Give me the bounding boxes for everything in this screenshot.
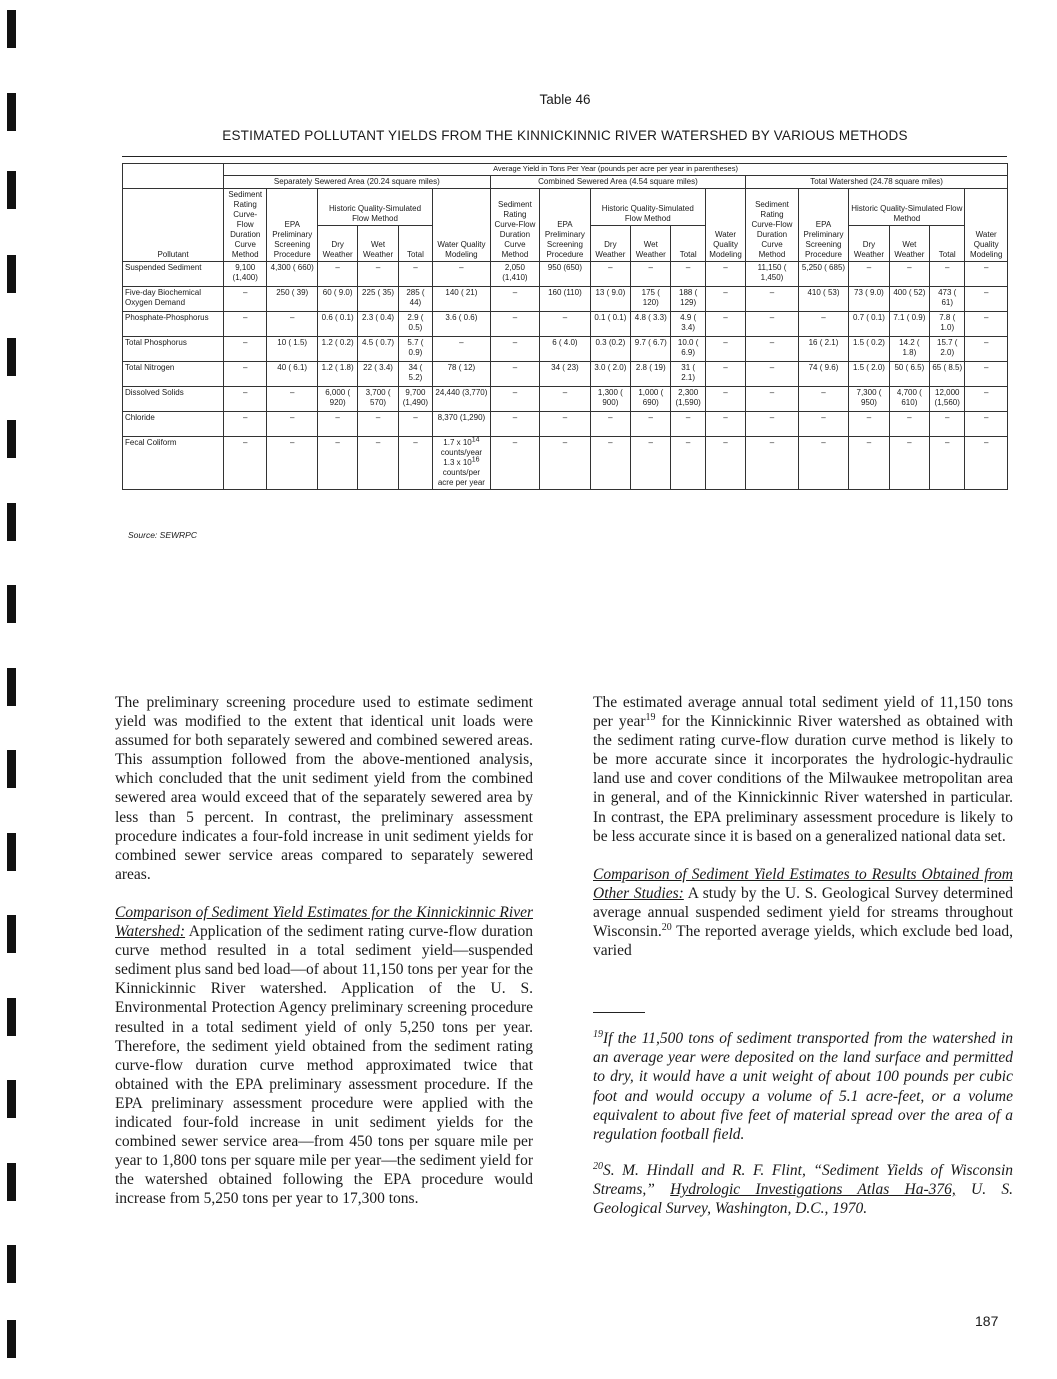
table-cell: – [705,312,745,337]
section-heading: Comparison of Sediment Yield Estimates for the Kinnickinnic River Watershed: [115,903,533,941]
table-cell: 4.8 ( 3.3) [631,312,671,337]
footnote-text: U. S. Geological Survey, Washington, D.C., 1970. [593,1180,1013,1217]
table-cell: 12,000 (1,560) [930,387,965,412]
table-source: Source: SEWRPC [128,530,197,540]
table-cell: 34 ( 5.2) [398,362,432,387]
table-cell: 1.2 ( 0.2) [317,337,357,362]
group-header-total-watershed: Total Watershed (24.78 square miles) [746,176,1008,189]
table-cell: 65 ( 8.5) [930,362,965,387]
table-cell: 400 ( 52) [889,287,929,312]
table-cell: – [746,287,799,312]
table-cell: – [631,262,671,287]
table-cell: 1.5 ( 2.0) [849,362,889,387]
pollutant-yield-table [122,163,1008,490]
table-row [123,412,1008,437]
registration-mark [7,255,16,293]
table-cell: 188 ( 129) [671,287,705,312]
table-cell: 3.6 ( 0.6) [433,312,491,337]
table-cell: – [705,287,745,312]
table-cell: 1.5 ( 0.2) [849,337,889,362]
table-cell: – [705,437,745,490]
table-cell: – [849,262,889,287]
cell-text: counts/year [440,448,483,457]
table-row [123,387,1008,412]
cell-text: counts/per [442,468,481,477]
table-cell: – [746,312,799,337]
table-cell: 7.8 ( 1.0) [930,312,965,337]
table-cell: – [490,387,539,412]
table-cell: 78 ( 12) [433,362,491,387]
table-row [123,337,1008,362]
table-cell: – [705,262,745,287]
registration-mark [7,171,16,209]
table-cell: – [965,362,1008,387]
table-cell: – [631,437,671,490]
paragraph [593,865,1013,960]
section-heading: Comparison of Sediment Yield Estimates to Results Obtained from Other Studies: [593,865,1013,902]
fecal-coliform-wq-cell [433,437,491,490]
table-cell: – [671,412,705,437]
table-caption: Average Yield in Tons Per Year (pounds per acre per year in parentheses) [224,164,1008,176]
table-cell: – [965,437,1008,490]
table-cell: 410 ( 53) [798,287,849,312]
table-cell: – [965,337,1008,362]
table-cell: – [433,337,491,362]
table-cell: – [798,387,849,412]
table-cell: 11,150 ( 1,450) [746,262,799,287]
table-cell: 4.9 ( 3.4) [671,312,705,337]
table-cell: – [746,412,799,437]
table-cell: 950 (650) [540,262,591,287]
table-cell: 7.1 ( 0.9) [889,312,929,337]
table-cell: – [798,312,849,337]
paragraph-body: Application of the sediment rating curve-flow duration curve method resulted in a total sediment yield—suspended sediment plus sand bed load—of about 11,150 tons per year for the Kinnickinnic River watershed. Application of the U. S. Environmental Protection Agency preliminary screening procedure resulted in a total sediment yield of only 5,250 tons per year. Therefore, the sediment yield obtained from the sediment rating curve-flow duration curve method approximated twice that obtained with the EPA preliminary assessment procedure. If the EPA preliminary assessment procedure were applied with the indicated four-fold increase in unit sediment yields for the combined sewer service area—from 450 tons per square mile per year to 1,800 tons per square mile per year—the sediment yield for the watershed obtained following the EPA procedure would increase from 5,250 tons per year to 17,300 tons. [115,923,533,1208]
table-cell: 24,440 (3,770) [433,387,491,412]
pollutant-name-cell: Five-day Biochemical Oxygen Demand [123,287,224,312]
table-cell: – [705,337,745,362]
table-cell: – [965,412,1008,437]
total-header: Total [930,225,965,262]
table-cell: – [849,437,889,490]
registration-mark [7,668,16,706]
table-cell: 9,100 (1,400) [224,262,267,287]
table-cell: 175 ( 120) [631,287,671,312]
table-cell: 50 ( 6.5) [889,362,929,387]
footnote-number: 20 [593,1160,603,1172]
table-cell: 9,700 (1,490) [398,387,432,412]
table-cell: 40 ( 6.1) [267,362,318,387]
footnote-rule [593,1012,645,1013]
pollutant-name-cell: Suspended Sediment [123,262,224,287]
right-text-column [593,693,1013,1218]
table-cell: 2,300 (1,590) [671,387,705,412]
cell-text: 1.7 x 10 [443,438,472,447]
dry-weather-header: Dry Weather [590,225,630,262]
epa-procedure-header: EPA Preliminary Screening Procedure [540,189,591,262]
registration-mark [7,1163,16,1201]
pollutant-header: Pollutant [123,189,224,262]
table-cell: 5.7 ( 0.9) [398,337,432,362]
footnote-number: 19 [593,1029,603,1041]
table-number: Table 46 [539,92,591,107]
footnote-publication-title: Hydrologic Investigations Atlas Ha-376, [670,1180,956,1198]
table-cell: – [746,437,799,490]
total-header: Total [671,225,705,262]
table-cell: – [433,262,491,287]
table-cell: 225 ( 35) [358,287,398,312]
table-cell: 6 ( 4.0) [540,337,591,362]
registration-mark [7,1245,16,1283]
table-cell: – [849,412,889,437]
table-cell: – [490,437,539,490]
registration-mark [7,420,16,458]
table-cell: 60 ( 9.0) [317,287,357,312]
table-cell: – [317,412,357,437]
page-number: 187 [975,1313,999,1329]
table-cell: – [267,437,318,490]
paragraph [593,693,1013,846]
table-cell: 14.2 ( 1.8) [889,337,929,362]
paragraph-text: A study by the U. S. Geological Survey determined average annual suspended sediment yield for streams throughout Wisconsin. [593,884,1013,941]
table-cell: – [930,437,965,490]
water-quality-modeling-header: Water Quality Modeling [433,189,491,262]
dry-weather-header: Dry Weather [849,225,889,262]
footnote-19 [593,1029,1013,1144]
table-cell: – [267,312,318,337]
table-cell: 3.0 ( 2.0) [590,362,630,387]
table-cell: – [671,437,705,490]
footnote-ref-20: 20 [661,921,672,933]
table-cell: – [746,362,799,387]
registration-mark [7,503,16,541]
table-cell: – [671,262,705,287]
table-cell: – [590,437,630,490]
table-cell: – [705,412,745,437]
table-cell: – [540,387,591,412]
table-cell: 10.0 ( 6.9) [671,337,705,362]
table-cell: – [358,262,398,287]
table-row [123,262,1008,287]
paragraph-text: The estimated average annual total sediment yield of 11,150 tons per year [593,694,1013,731]
table-cell: – [930,412,965,437]
table-cell: – [267,412,318,437]
table-cell: – [540,437,591,490]
table-cell: 2,050 (1,410) [490,262,539,287]
table-cell: 22 ( 3.4) [358,362,398,387]
table-cell: 31 ( 2.1) [671,362,705,387]
table-cell: 9.7 ( 6.7) [631,337,671,362]
table-cell: 74 ( 9.6) [798,362,849,387]
pollutant-name-cell: Fecal Coliform [123,437,224,490]
table-cell: 0.7 ( 0.1) [849,312,889,337]
pollutant-name-cell: Total Phosphorus [123,337,224,362]
table-cell: – [317,262,357,287]
table-cell: – [965,262,1008,287]
table-row [123,287,1008,312]
table-cell: 6,000 ( 920) [317,387,357,412]
table-cell: – [224,437,267,490]
table-body [123,262,1008,490]
water-quality-modeling-header: Water Quality Modeling [705,189,745,262]
table-cell: 0.1 ( 0.1) [590,312,630,337]
table-cell: 2.8 ( 19) [631,362,671,387]
table-cell: 34 ( 23) [540,362,591,387]
table-cell: 285 ( 44) [398,287,432,312]
table-cell: – [224,312,267,337]
table-cell: – [631,412,671,437]
registration-mark [7,915,16,953]
table-cell: 4,300 ( 660) [267,262,318,287]
table-cell: – [317,437,357,490]
table-cell: – [398,262,432,287]
registration-mark [7,998,16,1036]
paragraph-text: for the Kinnickinnic River watershed as obtained with the sediment rating curve-flow duration curve method is likely to be more accurate since it incorporates the hydrologic-hydraulic land use and cover conditions of the Milwaukee metropolitan area in general, and of the Kinnickinnic River watershed in particular. In contrast, the EPA preliminary assessment procedure is likely to be less accurate since it is based on a generalized national data set. [593,713,1014,845]
registration-mark [7,1320,16,1358]
table-cell: 1.2 ( 1.8) [317,362,357,387]
registration-mark [7,750,16,788]
table-cell: – [705,387,745,412]
table-cell: 473 ( 61) [930,287,965,312]
table-cell: 8,370 (1,290) [433,412,491,437]
wet-weather-header: Wet Weather [358,225,398,262]
table-cell: 4.5 ( 0.7) [358,337,398,362]
table-cell: – [746,337,799,362]
table-title: ESTIMATED POLLUTANT YIELDS FROM THE KINNICKINNIC RIVER WATERSHED BY VARIOUS METHODS [222,128,908,143]
table-cell: 10 ( 1.5) [267,337,318,362]
table-cell: 0.3 (0.2) [590,337,630,362]
table-cell: – [224,337,267,362]
table-cell: – [224,362,267,387]
table-cell: – [965,287,1008,312]
table-cell: 15.7 ( 2.0) [930,337,965,362]
table-row [123,362,1008,387]
table-cell: 4,700 ( 610) [889,387,929,412]
table-cell: – [398,412,432,437]
dry-weather-header: Dry Weather [317,225,357,262]
table-cell: 2.3 ( 0.4) [358,312,398,337]
table-cell: – [224,287,267,312]
table-cell: – [540,312,591,337]
paragraph: The preliminary screening procedure used to estimate sediment yield was modified to the extent that identical unit loads were assumed for both separately sewered and combined sewered areas. This assumption followed from the above-mentioned analysis, which concluded that the unit sediment yield from the combined sewered area would exceed that of the separately sewered area by less than 5 percent. In contrast, the preliminary assessment procedure indicates a four-fold increase in unit sediment yields for combined sewer service areas compared to separately sewered areas. [115,694,533,883]
epa-procedure-header: EPA Preliminary Screening Procedure [267,189,318,262]
group-header-combined-sewered: Combined Sewered Area (4.54 square miles) [490,176,746,189]
table-row [123,312,1008,337]
table-cell: 160 (110) [540,287,591,312]
registration-mark [7,1080,16,1118]
pollutant-name-cell: Total Nitrogen [123,362,224,387]
table-cell: – [490,362,539,387]
table-cell: – [965,312,1008,337]
paragraph [115,903,533,1209]
table-cell: 5,250 ( 685) [798,262,849,287]
exponent: 14 [471,436,480,444]
table-row [123,437,1008,490]
table-cell: – [705,362,745,387]
historic-method-header: Historic Quality-Simulated Flow Method [590,189,705,226]
table-cell: – [889,412,929,437]
table-cell: – [540,412,591,437]
table-cell: – [267,387,318,412]
table-cell: – [224,387,267,412]
sediment-method-header: Sediment Rating Curve-Flow Duration Curve Method [746,189,799,262]
table-cell: 73 ( 9.0) [849,287,889,312]
pollutant-name-cell: Dissolved Solids [123,387,224,412]
table-cell: – [358,437,398,490]
paragraph-text: The reported average yields, which exclude bed load, varied [593,923,1013,960]
pollutant-name-cell: Chloride [123,412,224,437]
table-cell: – [490,412,539,437]
cell-text: acre per year [437,478,485,487]
table-cell: – [798,412,849,437]
table-cell: – [490,337,539,362]
wet-weather-header: Wet Weather [631,225,671,262]
blank-corner-cell [123,164,224,189]
group-header-separately-sewered: Separately Sewered Area (20.24 square miles) [224,176,491,189]
table-cell: 140 ( 21) [433,287,491,312]
table-cell: 3,700 ( 570) [358,387,398,412]
registration-mark [7,585,16,623]
table-cell: 0.6 ( 0.1) [317,312,357,337]
title-rule [122,156,1007,157]
table-cell: 1,000 ( 690) [631,387,671,412]
table-cell: – [889,437,929,490]
registration-mark [7,833,16,871]
table-cell: 7,300 ( 950) [849,387,889,412]
table-cell: 1,300 ( 900) [590,387,630,412]
wet-weather-header: Wet Weather [889,225,929,262]
sediment-method-header: Sediment Rating Curve-Flow Duration Curve Method [490,189,539,262]
footnote-text: S. M. Hindall and R. F. Flint, “Sediment Yields of Wisconsin Streams,” [593,1161,1013,1198]
pollutant-name-cell: Phosphate-Phosphorus [123,312,224,337]
table-cell: – [490,287,539,312]
table-cell: – [889,262,929,287]
cell-text: 1.3 x 10 [443,458,472,467]
table-cell: – [590,412,630,437]
water-quality-modeling-header: Water Quality Modeling [965,189,1008,262]
exponent: 16 [471,456,480,464]
total-header: Total [398,225,432,262]
table-cell: 16 ( 2.1) [798,337,849,362]
left-text-column [115,693,533,1208]
epa-procedure-header: EPA Preliminary Screening Procedure [798,189,849,262]
table-cell: – [746,387,799,412]
sediment-method-header: Sediment Rating Curve-Flow Duration Curve Method [224,189,267,262]
table-cell: 250 ( 39) [267,287,318,312]
table-cell: – [590,262,630,287]
footnote-ref-19: 19 [645,711,656,723]
historic-method-header: Historic Quality-Simulated Flow Method [317,189,432,226]
table-cell: – [965,387,1008,412]
registration-mark [7,338,16,376]
table-cell: 2.9 ( 0.5) [398,312,432,337]
registration-mark [7,10,16,48]
table-cell: – [224,412,267,437]
table-cell: – [358,412,398,437]
table-cell: – [398,437,432,490]
registration-marks [7,0,17,1379]
footnote-text: If the 11,500 tons of sediment transported from the watershed in an average year were deposited on the land surface and permitted to dry, it would have a unit weight of about 100 pounds per cubic foot and would occupy a volume of 5.1 acre-feet, or a volume equivalent to about five feet of material spread over the area of a regulation football field. [593,1030,1013,1143]
footnote-20 [593,1161,1013,1218]
table-cell: – [930,262,965,287]
historic-method-header: Historic Quality-Simulated Flow Method [849,189,965,226]
table-cell: – [490,312,539,337]
table-cell: – [798,437,849,490]
table-cell: 13 ( 9.0) [590,287,630,312]
